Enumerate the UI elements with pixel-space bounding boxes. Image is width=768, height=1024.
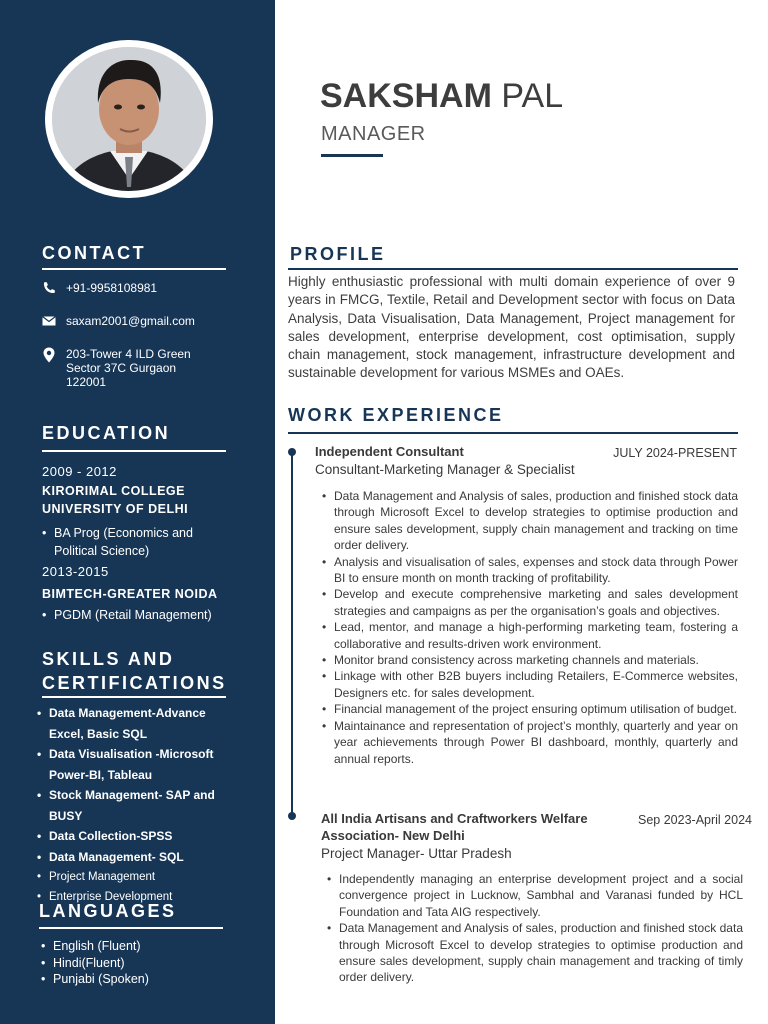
experience-heading: WORK EXPERIENCE xyxy=(288,405,504,425)
employer-line: All India Artisans and Craftworkers Welfare xyxy=(321,811,588,826)
timeline-dot xyxy=(288,448,296,456)
list-item xyxy=(37,744,242,785)
profile-photo xyxy=(45,40,213,198)
job-title: MANAGER xyxy=(321,123,426,145)
job-responsibilities xyxy=(325,871,743,986)
list-item: • Punjabi (Spoken) xyxy=(41,971,231,988)
list-item: • Financial management of the project ensuring optimum utilisation of budget. xyxy=(320,701,738,717)
skill-line: • Data Collection-SPSS xyxy=(49,829,173,843)
list-item: • Monitor brand consistency across marketing channels and materials. xyxy=(320,652,738,668)
list-item: • Lead, mentor, and manage a high-performing marketing team, fostering a collaborative and results-driven work environment. xyxy=(320,619,738,652)
first-name: SAKSHAM xyxy=(320,77,492,115)
education-heading: EDUCATION xyxy=(42,423,171,443)
employer-line: Association- New Delhi xyxy=(321,828,465,843)
list-item xyxy=(37,785,242,826)
phone-number[interactable]: +91-9958108981 xyxy=(66,281,158,295)
contact-divider xyxy=(42,268,226,270)
job-role: Consultant-Marketing Manager & Specialist xyxy=(315,462,575,477)
job-employer: Independent Consultant xyxy=(315,444,464,459)
profile-summary: Highly enthusiastic professional with multi domain experience of over 9 years in FMCG, Textile, Retail and Development sector with focus on Data Analysis, Data Visualisation, Data Management, Project management for sales development, enterprise development, cost optimisation, supply chain management, stock management, infrastructure development and sustainable development for various MSMEs and OAEs. xyxy=(288,274,735,381)
list-item: • Analysis and visualisation of sales, expenses and stock data through Power BI to ensure month on month tracking of profitability. xyxy=(320,554,738,587)
skills-list xyxy=(37,703,242,906)
job-role: Project Manager- Uttar Pradesh xyxy=(321,846,512,861)
education-institution: BIMTECH-GREATER NOIDA xyxy=(42,587,218,601)
skills-divider xyxy=(42,696,226,698)
languages-list xyxy=(41,938,231,988)
location-pin-icon xyxy=(42,347,56,361)
list-item: • Data Management and Analysis of sales, production and finished stock data through Microsoft Excel to develop strategies to optimise production and ensure sales development, supply chain management and tracking on time order delivery. xyxy=(320,488,738,554)
mail-icon xyxy=(42,314,56,328)
education-divider xyxy=(42,450,226,452)
address-line: 203-Tower 4 ILD Green xyxy=(66,347,191,361)
list-item: • Develop and execute comprehensive marketing and sales development strategies and campaigns as per the organisation’s goals and objectives. xyxy=(320,586,738,619)
profile-divider xyxy=(288,268,738,270)
list-item: • Maintainance and representation of project’s monthly, quarterly and year on year achievements through Power BI dashboard, monthly, quarterly and annual reports. xyxy=(320,718,738,767)
languages-heading: LANGUAGES xyxy=(39,901,177,921)
timeline-dot xyxy=(288,812,296,820)
languages-divider xyxy=(39,927,223,929)
list-item xyxy=(37,826,242,847)
address-line: Sector 37C Gurgaon xyxy=(66,361,177,375)
skill-line: • Data Management- SQL xyxy=(49,849,184,864)
list-item: • Independently managing an enterprise development project and a social convergence project in Lucknow, Sambhal and Varanasi funded by HCL Foundation and Tata AIG respectively. xyxy=(325,871,743,920)
skill-line: • Data Visualisation -Microsoft xyxy=(49,747,214,761)
candidate-name xyxy=(320,76,563,116)
skill-line: Excel, Basic SQL xyxy=(49,726,148,741)
skill-line: • Stock Management- SAP and xyxy=(49,788,215,802)
title-underline xyxy=(321,154,383,157)
education-institution: KIRORIMAL COLLEGE xyxy=(42,484,185,498)
address-text xyxy=(66,347,236,389)
list-item xyxy=(42,524,232,560)
skills-heading: CERTIFICATIONS xyxy=(42,673,227,693)
profile-heading: PROFILE xyxy=(290,244,386,264)
list-item xyxy=(37,867,242,888)
education-institution: UNIVERSITY OF DELHI xyxy=(42,502,189,516)
degree-line: • BA Prog (Economics and xyxy=(54,526,193,540)
avatar xyxy=(52,47,206,191)
list-item: • Linkage with other B2B buyers including Retailers, E-Commerce websites, Designers etc. for sales development. xyxy=(320,668,738,701)
list-item xyxy=(37,703,242,744)
job-responsibilities xyxy=(320,488,738,767)
degree-line: Political Science) xyxy=(54,544,150,558)
list-item xyxy=(37,847,242,868)
email-address[interactable]: saxam2001@gmail.com xyxy=(66,314,195,328)
skill-line: • Enterprise Development xyxy=(49,890,173,903)
sidebar xyxy=(0,0,275,1024)
timeline-line xyxy=(291,452,293,816)
skill-line: Power-BI, Tableau xyxy=(49,767,153,782)
address-line: 122001 xyxy=(66,375,107,389)
list-item: • Data Management and Analysis of sales, production and finished stock data through Microsoft Excel to develop strategies to optimise production and ensure sales development, supply chain management and tracking of timly order delivery. xyxy=(325,920,743,986)
phone-icon xyxy=(42,281,56,295)
list-item: • English (Fluent) xyxy=(41,938,231,955)
person-portrait-icon xyxy=(52,47,206,191)
education-years: 2009 - 2012 xyxy=(42,464,117,479)
list-item: • Hindi(Fluent) xyxy=(41,955,231,972)
list-item: • PGDM (Retail Management) xyxy=(42,606,242,624)
contact-heading: CONTACT xyxy=(42,243,147,263)
job-employer xyxy=(321,810,588,844)
job-dates: JULY 2024-PRESENT xyxy=(613,446,737,460)
last-name: PAL xyxy=(501,77,564,115)
skills-heading: SKILLS AND xyxy=(42,649,175,669)
education-degree-list xyxy=(42,524,232,560)
experience-divider xyxy=(288,432,738,434)
education-years: 2013-2015 xyxy=(42,564,109,579)
skill-line: • Project Management xyxy=(49,871,156,883)
education-degree-list xyxy=(42,606,242,624)
skill-line: • Data Management-Advance xyxy=(49,706,206,720)
skill-line: BUSY xyxy=(49,808,83,823)
job-dates: Sep 2023-April 2024 xyxy=(638,813,752,827)
